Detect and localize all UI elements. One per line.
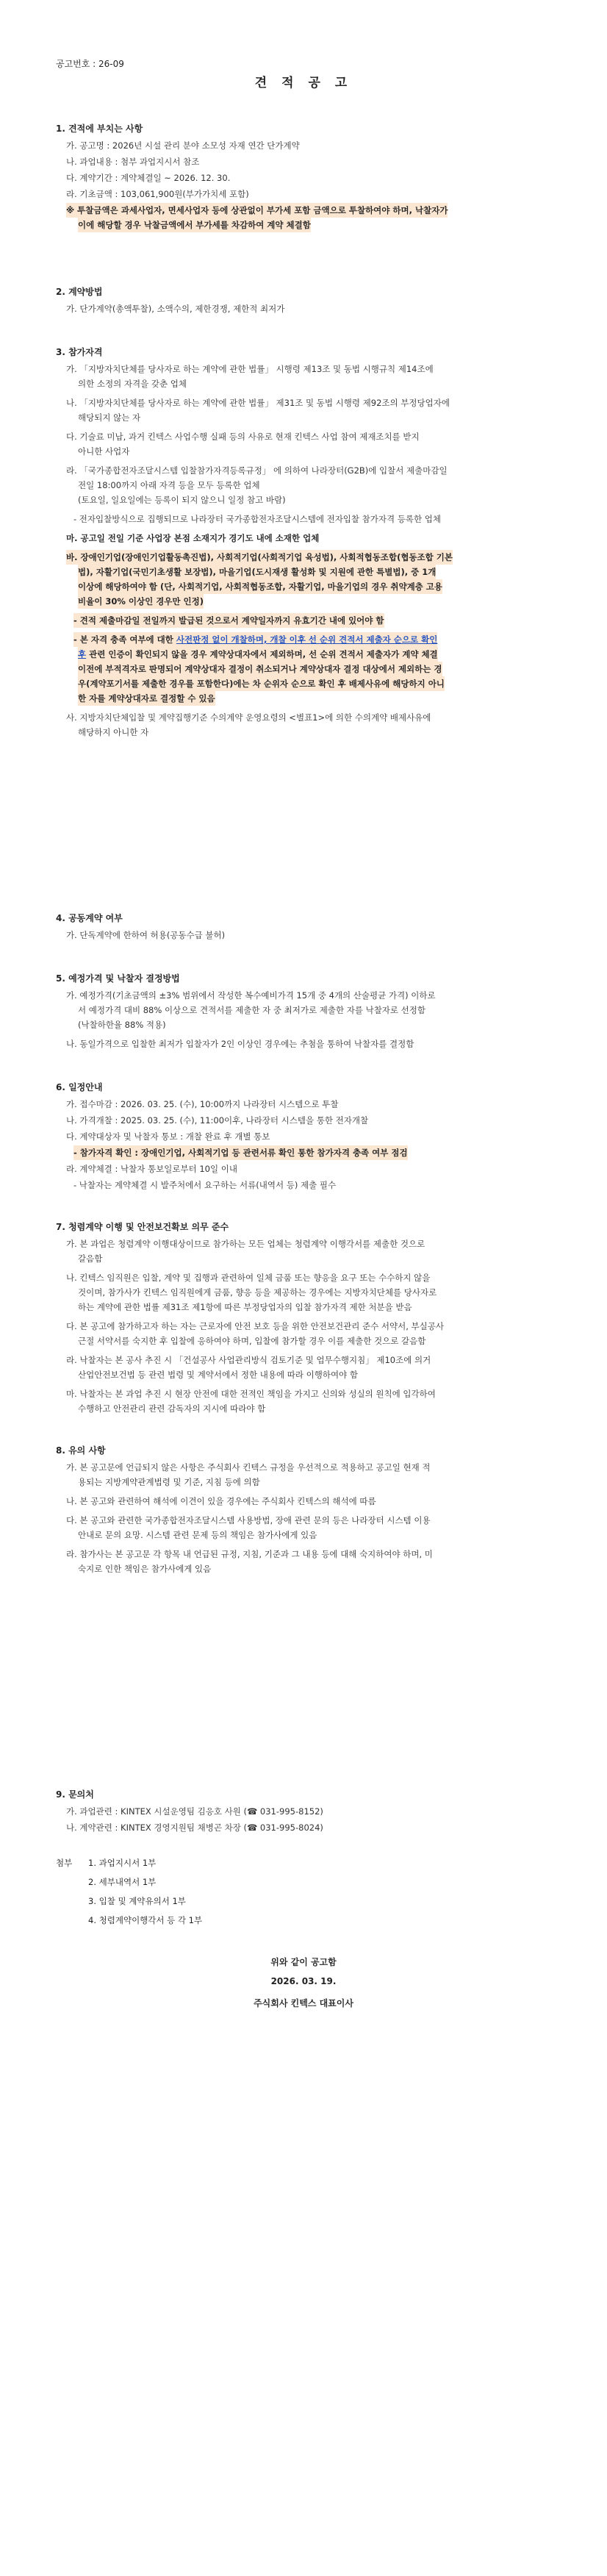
- s3-ba-note3-underlined: 후: [78, 649, 87, 659]
- s3-item-na-line1: 나. 「지방자치단체를 당사자로 하는 계약에 관한 법률」 제31조 및 동법 시행령 제92조의 부정당업자에: [66, 398, 450, 408]
- s9-item-ga: 가. 과업관련 : KINTEX 시설운영팀 김응호 사원 (☎ 031-995-8152): [66, 1806, 323, 1817]
- s3-item-ba-line2: 법), 자활기업(국민기초생활 보장법), 마을기업(도시재생 활성화 및 지원에 관한 특별법), 중 1개: [78, 565, 436, 579]
- s3-item-ba-line1: 바. 장애인기업(장애인기업활동촉진법), 사회적기업(사회적기업 육성법), 사회적협동조합(협동조합 기본: [66, 550, 453, 565]
- s3-item-ra-line2: 전일 18:00까지 아래 자격 등을 모두 등록한 업체: [78, 480, 260, 490]
- s4-item-ga: 가. 단독계약에 한하여 허용(공동수급 불허): [66, 930, 226, 940]
- attachments-label: 첨부: [56, 1858, 73, 1868]
- s3-item-ra-note: - 전자입찰방식으로 집행되므로 나라장터 국가종합전자조달시스템에 전자입찰 참가자격 등록한 업체: [73, 514, 441, 524]
- s2-item-ga: 가. 단가계약(총액투찰), 소액수의, 제한경쟁, 제한적 최저가: [66, 304, 285, 314]
- s3-item-ba-line3: 이상에 해당하여야 함 (단, 사회적기업, 사회적협동조합, 자활기업, 마을기업의 경우 취약계층 고용: [78, 579, 442, 594]
- s5-item-ga-line2: 서 예정가격 대비 88% 이상으로 견적서를 제출한 자 중 최저가로 제출한 자를 낙찰자로 선정함: [78, 1005, 426, 1015]
- s3-item-na-line2: 해당되지 않는 자: [78, 412, 141, 423]
- s7-item-ra-line2: 산업안전보건법 등 관련 법령 및 계약서에서 정한 내용에 따라 이행하여야 함: [78, 1370, 358, 1380]
- section-2-heading: 2. 계약방법: [56, 287, 103, 297]
- section-3-heading: 3. 참가자격: [56, 347, 103, 357]
- attachment-item: 2. 세부내역서 1부: [88, 1877, 157, 1887]
- s3-item-ra-line1: 라. 「국가종합전자조달시스템 입찰참가자격등록규정」 에 의하여 나라장터(G2B)에 입찰서 제출마감일: [66, 465, 448, 476]
- issuer-name: 주식회사 킨텍스 대표이사: [254, 1998, 353, 2008]
- s3-item-ma: 마. 공고일 전일 기준 사업장 본점 소재지가 경기도 내에 소재한 업체: [66, 533, 320, 543]
- s3-ba-note2-underlined: 사전판정 없이 개찰하며, 개찰 이후 선 순위 견적서 제출자 순으로 확인: [176, 634, 438, 645]
- s3-item-sa-line2: 해당하지 아니한 자: [78, 727, 149, 737]
- attachment-item: 1. 과업지시서 1부: [88, 1858, 157, 1868]
- s1-item-ra: 라. 기초금액 : 103,061,900원(부가가치세 포함): [66, 189, 249, 199]
- s8-item-da-line2: 안내로 문의 요망. 시스템 관련 문제 등의 책임은 참가사에게 있음: [78, 1530, 317, 1540]
- s8-item-da-line1: 다. 본 공고와 관련한 국가종합전자조달시스템 사용방법, 장애 관련 문의 등은 나라장터 시스템 이용: [66, 1515, 431, 1525]
- s3-item-ba-note5: 우(계약포기서를 제출한 경우를 포함한다)에는 차 순위자 순으로 확인 후 배제사유에 해당하지 아니: [78, 676, 445, 691]
- s8-item-ga-line1: 가. 본 공고문에 언급되지 않은 사항은 주식회사 킨텍스 규정을 우선적으로 적용하고 공고일 현재 적: [66, 1462, 431, 1473]
- s5-item-na: 나. 동일가격으로 입찰한 최저가 입찰자가 2인 이상인 경우에는 추첨을 통하여 낙찰자를 결정함: [66, 1039, 414, 1049]
- s6-item-ra-note: - 낙찰자는 계약체결 시 발주처에서 요구하는 서류(내역서 등) 제출 필수: [73, 1180, 337, 1190]
- s7-item-ma-line2: 수행하고 안전관리 관련 감독자의 지시에 따라야 함: [78, 1403, 266, 1414]
- s3-item-ba-note2: [73, 632, 437, 647]
- closing-date: 2026. 03. 19.: [270, 1976, 337, 1986]
- s5-item-ga-line3: (낙찰하한율 88% 적용): [78, 1020, 166, 1030]
- s3-item-ba-note1: - 견적 제출마감일 전일까지 발급된 것으로서 계약일자까지 유효기간 내에 있어야 함: [73, 613, 384, 628]
- s8-item-ra-line2: 숙지로 인한 책임은 참가사에게 있음: [78, 1564, 212, 1574]
- s7-item-da-line1: 다. 본 공고에 참가하고자 하는 자는 근로자에 안전 보호 등을 위한 안전보건관리 준수 서약서, 부실공사: [66, 1321, 444, 1331]
- s6-item-da-note: - 참가자격 확인 : 장애인기업, 사회적기업 등 관련서류 확인 통한 참가자격 충족 여부 점검: [73, 1145, 408, 1160]
- s7-item-na-line1: 나. 킨텍스 임직원은 입찰, 계약 및 집행과 관련하여 일체 금품 또는 향응을 요구 또는 수수하지 않을: [66, 1273, 431, 1283]
- s7-item-na-line3: 하는 계약에 관한 법률 제31조 제1항에 따른 부정당업자의 입찰 참가자격 제한 처분을 받음: [78, 1302, 412, 1312]
- s7-item-ga-line2: 갈음함: [78, 1253, 103, 1264]
- s7-item-ra-line1: 라. 낙찰자는 본 공사 추진 시 「건설공사 사업관리방식 검토기준 및 업무수행지침」 제10조에 의거: [66, 1355, 431, 1365]
- attachment-item: 3. 입찰 및 계약유의서 1부: [88, 1896, 186, 1906]
- s6-item-da: 다. 계약대상자 및 낙찰자 통보 : 개찰 완료 후 개별 통보: [66, 1131, 270, 1142]
- s7-item-ma-line1: 마. 낙찰자는 본 과업 추진 시 현장 안전에 대한 전적인 책임을 가지고 신의와 성실의 원칙에 입각하여: [66, 1389, 436, 1399]
- s3-item-ba-note3: [78, 647, 438, 662]
- s3-item-ba-line4: 비율이 30% 이상인 경우만 인정): [78, 594, 204, 609]
- s6-item-ra: 라. 계약체결 : 낙찰자 통보일로부터 10일 이내: [66, 1164, 237, 1174]
- attachment-item: 4. 청렴계약이행각서 등 각 1부: [88, 1915, 203, 1925]
- s3-item-ra-line3: (토요일, 일요일에는 등록이 되지 않으니 일정 참고 바람): [78, 495, 286, 505]
- section-1-heading: 1. 견적에 부치는 사항: [56, 124, 143, 134]
- section-6-heading: 6. 일정안내: [56, 1082, 103, 1092]
- s9-item-na: 나. 계약관련 : KINTEX 경영지원팀 채병곤 차장 (☎ 031-995-8024): [66, 1822, 323, 1833]
- s7-item-na-line2: 것이며, 참가사가 킨텍스 임직원에게 금품, 향응 등을 제공하는 경우에는 지방자치단체를 당사자로: [78, 1287, 437, 1298]
- s1-item-da: 다. 계약기간 : 계약체결일 ~ 2026. 12. 30.: [66, 173, 231, 183]
- s1-vat-note-line2: 이에 해당할 경우 낙찰금액에서 부가세를 차감하여 계약 체결함: [78, 218, 311, 232]
- s6-item-ga: 가. 접수마감 : 2026. 03. 25. (수), 10:00까지 나라장터 시스템으로 투찰: [66, 1099, 339, 1109]
- s6-item-na: 나. 가격개찰 : 2025. 03. 25. (수), 11:00이후, 나라장터 시스템을 통한 전자개찰: [66, 1115, 369, 1126]
- s8-item-na: 나. 본 공고와 관련하여 해석에 이견이 있을 경우에는 주식회사 킨텍스의 해석에 따름: [66, 1496, 376, 1506]
- section-4-heading: 4. 공동계약 여부: [56, 913, 123, 923]
- section-5-heading: 5. 예정가격 및 낙찰자 결정방법: [56, 973, 180, 984]
- s8-item-ra-line1: 라. 참가사는 본 공고문 각 항목 내 언급된 규정, 지침, 기준과 그 내용 등에 대해 숙지하여야 하며, 미: [66, 1549, 433, 1559]
- s3-item-ba-note6: 한 자를 계약상대자로 결정할 수 있음: [78, 691, 215, 706]
- section-8-heading: 8. 유의 사항: [56, 1445, 106, 1456]
- s3-item-ba-note4: 이전에 부적격자로 판명되어 계약상대자 결정이 취소되거나 계약상대자 결정 대상에서 제외하는 경: [78, 662, 442, 676]
- s1-item-na: 나. 과업내용 : 첨부 과업지시서 참조: [66, 157, 200, 167]
- document-title: 견 적 공 고: [254, 76, 353, 90]
- s3-ba-note2-lead: - 본 자격 충족 여부에 대한: [73, 634, 176, 645]
- section-7-heading: 7. 청렴계약 이행 및 안전보건확보 의무 준수: [56, 1222, 229, 1232]
- s3-item-da-line1: 다. 기술료 미납, 과거 킨텍스 사업수행 실패 등의 사유로 현재 킨텍스 사업 참여 제재조치를 받지: [66, 432, 420, 442]
- s7-item-ga-line1: 가. 본 과업은 청렴계약 이행대상이므로 참가하는 모든 업체는 청렴계약 이행각서를 제출한 것으로: [66, 1239, 425, 1249]
- s3-item-ga-line1: 가. 「지방자치단체를 당사자로 하는 계약에 관한 법률」 시행령 제13조 및 동법 시행규칙 제14조에: [66, 364, 434, 374]
- s3-ba-note3-rest: 관련 인증이 확인되지 않을 경우 계약상대자에서 제외하며, 선 순위 견적서 제출자가 계약 체결: [86, 649, 438, 659]
- s5-item-ga-line1: 가. 예정가격(기초금액의 ±3% 범위에서 작성한 복수예비가격 15개 중 4개의 산술평균 가격) 이하로: [66, 990, 436, 1001]
- s3-item-ga-line2: 의한 소정의 자격을 갖춘 업체: [78, 379, 187, 389]
- s3-item-sa-line1: 사. 지방자치단체입찰 및 계약집행기준 수의계약 운영요령의 <별표1>에 의한 수의계약 배제사유에: [66, 712, 431, 723]
- s1-vat-note-line1: ※ 투찰금액은 과세사업자, 면세사업자 등에 상관없이 부가세 포함 금액으로 투찰하여야 하며, 낙찰자가: [66, 203, 448, 218]
- s1-item-ga: 가. 공고명 : 2026년 시설 관리 분야 소모성 자재 연간 단가계약: [66, 140, 300, 151]
- s8-item-ga-line2: 용되는 지방계약관계법령 및 기준, 지침 등에 의함: [78, 1477, 260, 1487]
- section-9-heading: 9. 문의처: [56, 1789, 94, 1800]
- s7-item-da-line2: 근절 서약서를 숙지한 후 입찰에 응하여야 하며, 입찰에 참가할 경우 이를 제출한 것으로 갈음함: [78, 1336, 426, 1346]
- closing-statement: 위와 같이 공고함: [270, 1957, 337, 1967]
- s3-item-da-line2: 아니한 사업자: [78, 446, 130, 457]
- notice-number: 공고번호 : 26-09: [56, 59, 124, 69]
